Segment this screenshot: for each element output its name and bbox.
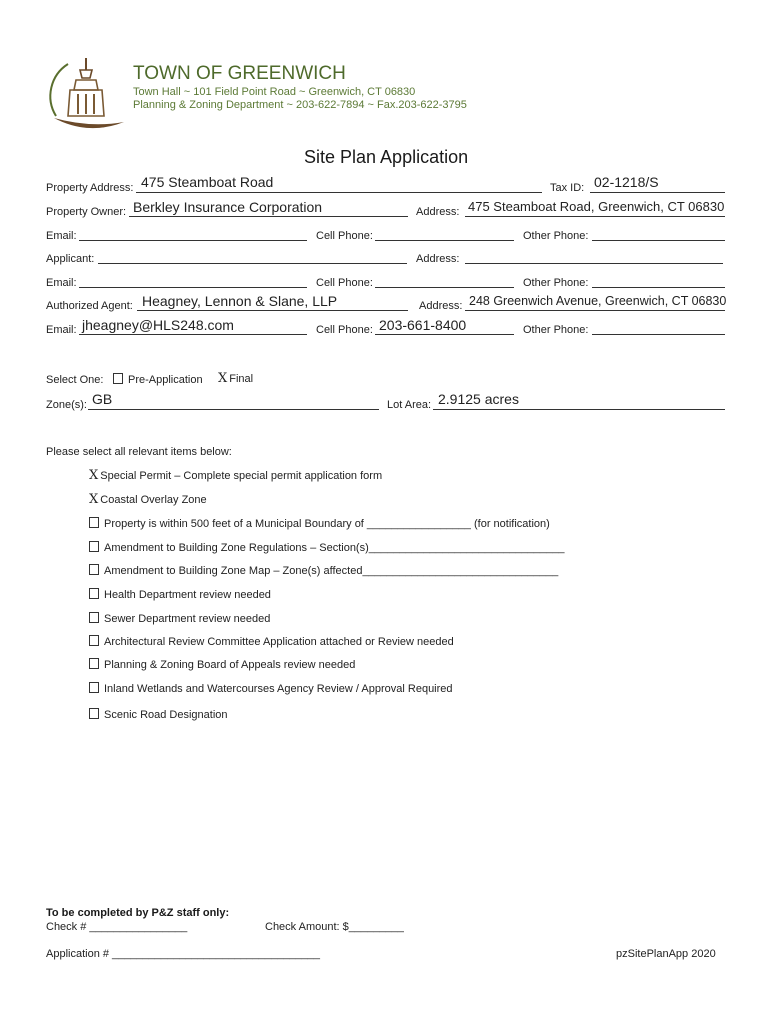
applicant-address-label: Address: — [416, 253, 460, 265]
application-number: Application # __________________________________ — [46, 948, 321, 960]
item-checkbox-x-icon[interactable]: X — [89, 492, 99, 507]
applicant-label: Applicant: — [46, 253, 95, 265]
owner-line — [129, 216, 408, 217]
item-row[interactable] — [89, 541, 565, 554]
item-row[interactable] — [89, 682, 453, 695]
property-address-label: Property Address: — [46, 182, 134, 194]
select-one-label: Select One: — [46, 374, 104, 386]
agent-cell-value[interactable]: 203-661-8400 — [379, 317, 467, 333]
agent-label: Authorized Agent: — [46, 300, 133, 312]
zone-line — [88, 409, 379, 410]
item-checkbox[interactable] — [89, 682, 99, 693]
item-label: Scenic Road Designation — [104, 709, 228, 721]
property-address-line — [136, 192, 542, 193]
agent-value[interactable]: Heagney, Lennon & Slane, LLP — [142, 293, 338, 309]
item-row[interactable] — [89, 468, 382, 483]
lot-area-line — [433, 409, 725, 410]
header-address: Town Hall ~ 101 Field Point Road ~ Greenwich, CT 06830 — [133, 86, 416, 98]
applicant-other-line[interactable] — [592, 287, 725, 288]
item-checkbox[interactable] — [89, 564, 99, 575]
pre-application-option[interactable] — [113, 373, 203, 386]
items-heading: Please select all relevant items below: — [46, 446, 232, 458]
applicant-address-line[interactable] — [465, 263, 723, 264]
item-label: Inland Wetlands and Watercourses Agency Review / Approval Required — [104, 683, 453, 695]
owner-email-line[interactable] — [79, 240, 307, 241]
town-hall-icon — [46, 56, 130, 134]
item-checkbox[interactable] — [89, 612, 99, 623]
owner-address-value[interactable]: 475 Steamboat Road, Greenwich, CT 06830 — [468, 199, 725, 214]
zone-label: Zone(s): — [46, 399, 87, 411]
pre-application-checkbox[interactable] — [113, 373, 123, 384]
owner-other-line[interactable] — [592, 240, 725, 241]
owner-cell-line[interactable] — [375, 240, 514, 241]
agent-email-label: Email: — [46, 324, 77, 336]
applicant-email-line[interactable] — [79, 287, 307, 288]
applicant-cell-line[interactable] — [375, 287, 514, 288]
page-title: Site Plan Application — [304, 147, 469, 167]
final-checkbox-x-icon[interactable]: X — [218, 371, 228, 386]
owner-label: Property Owner: — [46, 206, 127, 218]
check-amount: Check Amount: $_________ — [265, 921, 404, 933]
agent-line — [137, 310, 408, 311]
owner-cell-label: Cell Phone: — [316, 230, 373, 242]
tax-id-label: Tax ID: — [550, 182, 585, 194]
item-checkbox[interactable] — [89, 658, 99, 669]
item-row[interactable] — [89, 658, 355, 671]
item-checkbox[interactable] — [89, 708, 99, 719]
owner-email-label: Email: — [46, 230, 77, 242]
header-department: Planning & Zoning Department ~ 203-622-7894 ~ Fax.203-622-3795 — [133, 99, 467, 111]
item-row[interactable] — [89, 588, 271, 601]
tax-id-line — [590, 192, 725, 193]
item-label: Amendment to Building Zone Regulations – Section(s)________________________________ — [104, 542, 565, 554]
town-name: TOWN OF GREENWICH — [133, 63, 346, 84]
item-checkbox[interactable] — [89, 635, 99, 646]
item-label: Amendment to Building Zone Map – Zone(s) affected________________________________ — [104, 565, 559, 577]
agent-other-line[interactable] — [592, 334, 725, 335]
agent-address-value[interactable]: 248 Greenwich Avenue, Greenwich, CT 06830 — [469, 294, 727, 308]
item-label: Coastal Overlay Zone — [100, 494, 207, 506]
item-row[interactable] — [89, 517, 550, 530]
item-label: Health Department review needed — [104, 589, 271, 601]
agent-email-line — [79, 334, 307, 335]
form-code: pzSitePlanApp 2020 — [616, 948, 716, 960]
applicant-line[interactable] — [98, 263, 407, 264]
agent-address-line — [465, 310, 725, 311]
final-option[interactable] — [218, 371, 253, 386]
owner-address-line — [465, 216, 725, 217]
item-label: Architectural Review Committee Application attached or Review needed — [104, 636, 454, 648]
item-row[interactable] — [89, 708, 228, 721]
agent-cell-label: Cell Phone: — [316, 324, 373, 336]
agent-other-label: Other Phone: — [523, 324, 589, 336]
check-number: Check # ________________ — [46, 921, 188, 933]
item-checkbox[interactable] — [89, 541, 99, 552]
item-row[interactable] — [89, 612, 270, 625]
applicant-email-label: Email: — [46, 277, 77, 289]
staff-heading: To be completed by P&Z staff only: — [46, 907, 230, 919]
item-label: Property is within 500 feet of a Municipal Boundary of _________________ (for notification) — [104, 518, 550, 530]
tax-id-value[interactable]: 02-1218/S — [594, 174, 659, 190]
item-checkbox-x-icon[interactable]: X — [89, 468, 99, 483]
town-seal-logo — [46, 56, 130, 134]
owner-other-label: Other Phone: — [523, 230, 589, 242]
owner-address-label: Address: — [416, 206, 460, 218]
owner-value[interactable]: Berkley Insurance Corporation — [133, 199, 323, 215]
lot-area-label: Lot Area: — [387, 399, 432, 411]
item-label: Sewer Department review needed — [104, 613, 271, 625]
item-row[interactable] — [89, 635, 454, 648]
item-label: Planning & Zoning Board of Appeals review needed — [104, 659, 356, 671]
applicant-other-label: Other Phone: — [523, 277, 589, 289]
item-label: Special Permit – Complete special permit application form — [100, 470, 383, 482]
agent-cell-line — [375, 334, 514, 335]
agent-address-label: Address: — [419, 300, 463, 312]
agent-email-value[interactable]: jheagney@HLS248.com — [82, 317, 234, 333]
item-row[interactable] — [89, 492, 207, 507]
item-checkbox[interactable] — [89, 517, 99, 528]
item-row[interactable] — [89, 564, 558, 577]
zone-value[interactable]: GB — [92, 391, 113, 407]
applicant-cell-label: Cell Phone: — [316, 277, 373, 289]
final-label: Final — [229, 373, 254, 385]
lot-area-value[interactable]: 2.9125 acres — [438, 391, 519, 407]
pre-application-label: Pre-Application — [128, 374, 203, 386]
item-checkbox[interactable] — [89, 588, 99, 599]
property-address-value[interactable]: 475 Steamboat Road — [141, 174, 274, 190]
